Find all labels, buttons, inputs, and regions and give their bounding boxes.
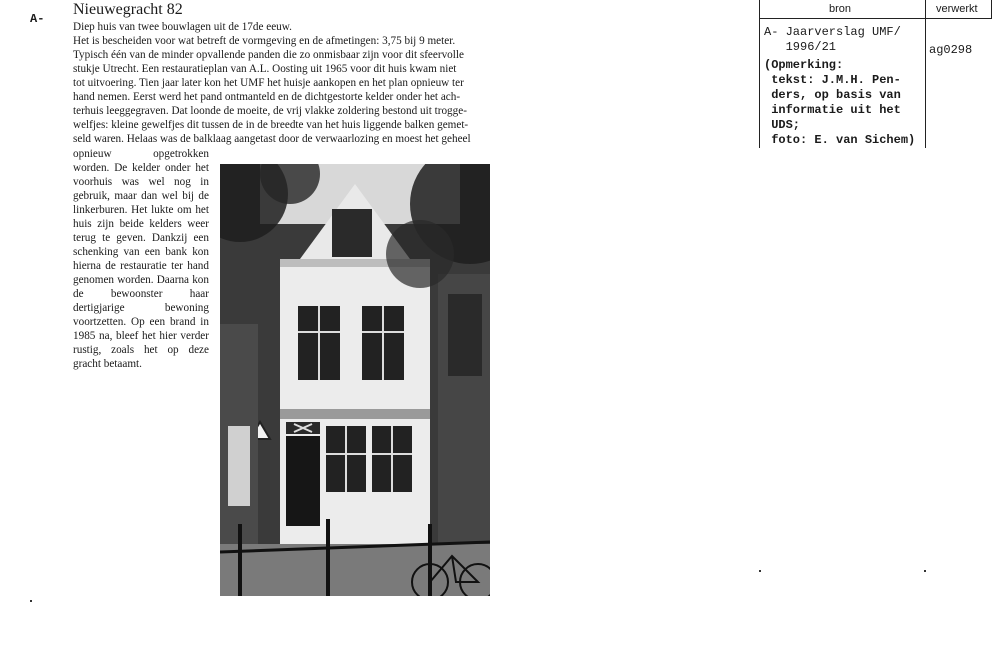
house-photo-drawing bbox=[220, 164, 490, 596]
card-remark-line: tekst: J.M.H. Pen- bbox=[764, 73, 901, 87]
scan-dot bbox=[759, 570, 761, 572]
card-border-left bbox=[759, 0, 760, 148]
card-remark-line: ders, op basis van bbox=[764, 88, 901, 102]
card-border-right bbox=[991, 0, 992, 18]
card-header-line bbox=[759, 18, 992, 19]
text-line: stukje Utrecht. Een restauratieplan van A.L. Oosting uit 1965 voor dit huis kwam niet bbox=[73, 63, 457, 75]
card-remark-line: UDS; bbox=[764, 118, 801, 132]
entry-title: Nieuwegracht 82 bbox=[73, 1, 183, 18]
card-source-line: 1996/21 bbox=[764, 40, 837, 54]
text-line: tot uitvoering. Tien jaar later kon het UMF het huisje aankopen en het plan opnieuw ter bbox=[73, 77, 464, 89]
card-source-line: A- Jaarverslag UMF/ bbox=[764, 25, 901, 39]
text-line: Typisch één van de minder opvallende panden die zo onmisbaar zijn voor dit sfeervolle bbox=[73, 49, 464, 61]
card-remark-line: informatie uit het bbox=[764, 103, 901, 117]
card-column-divider bbox=[925, 0, 926, 148]
scan-dot bbox=[30, 600, 32, 602]
entry-marker: A- bbox=[30, 12, 45, 26]
text-line: Het is bescheiden voor wat betreft de vormgeving en de afmetingen: 3,75 bij 9 meter. bbox=[73, 35, 456, 47]
text-line: seld waren. Helaas was de balklaag aangetast door de verwaarlozing en moest het geheel bbox=[73, 133, 471, 145]
text-line: hand nemen. Eerst werd het pand ontmanteld en de dichtgestorte kelder onder het ach- bbox=[73, 91, 461, 103]
card-remark-line: (Opmerking: bbox=[764, 58, 844, 72]
text-line: terhuis leeggegraven. Dat loonde de moeite, de vrij vlakke zoldering bestond uit trogge- bbox=[73, 105, 467, 117]
card-remark-line: foto: E. van Sichem) bbox=[764, 133, 916, 147]
text-line: welfjes: kleine gewelfjes dit tussen de in de breedte van het huis liggende balken gemet- bbox=[73, 119, 469, 131]
col-header-bron: bron bbox=[829, 3, 852, 15]
col-header-verwerkt: verwerkt bbox=[936, 3, 978, 15]
card-code: ag0298 bbox=[929, 43, 973, 57]
scan-dot bbox=[924, 570, 926, 572]
house-photo bbox=[220, 164, 490, 596]
column-text: opnieuw opgetrokken worden. De kelder onder het voorhuis was wel nog in gebruik, maar dan wel bij de linkerburen. Het lukte om het huis zijn beide kelders weer terug te geven. Dankzij een schenking van een bank kon hierna de restauratie ter hand genomen worden. Daarna kon de bewoonster haar dertigjarige bewoning voortzetten. Op een brand in 1985 na, bleef het hier verder rustig, zoals het op deze gracht betaamt. bbox=[73, 148, 209, 370]
text-line: Diep huis van twee bouwlagen uit de 17de eeuw. bbox=[73, 21, 292, 33]
index-card bbox=[759, 0, 992, 148]
